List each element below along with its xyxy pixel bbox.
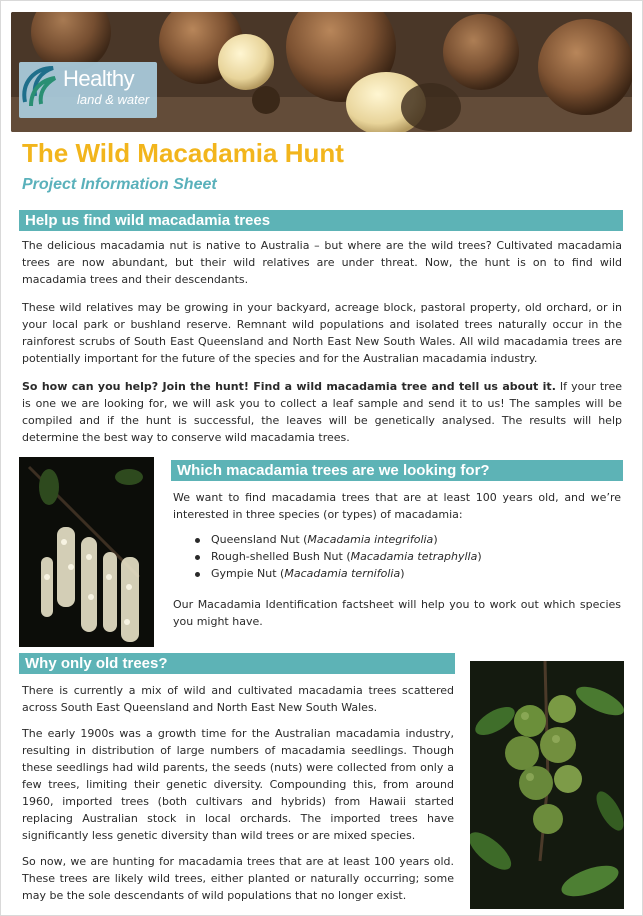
section2-intro: We want to find macadamia trees that are at least 100 years old, and we’re interested in three species (or types) of macadamia: xyxy=(173,491,621,521)
logo-text-healthy: Healthy xyxy=(63,66,135,91)
page-subtitle: Project Information Sheet xyxy=(22,176,217,193)
macadamia-flowers-photo xyxy=(19,457,154,647)
section1-paragraph-3-body: If your tree is one we are looking for, we will ask you to collect a leaf sample and send it to us! The samples will be compiled and if the hunt is successful, the leaves will be genetically analysed. The results will help determine the best way to conserve wild macadamia trees. xyxy=(22,380,622,444)
section3-paragraph-1: There is currently a mix of wild and cultivated macadamia trees scattered across South East Queensland and North East New South Wales. xyxy=(22,684,454,714)
species-item-rough-shelled-bush-nut: Rough-shelled Bush Nut (Macadamia tetraphylla) xyxy=(193,548,482,565)
species-list xyxy=(193,531,482,582)
species-item-queensland-nut: Queensland Nut (Macadamia integrifolia) xyxy=(193,531,482,548)
section1-paragraph-2: These wild relatives may be growing in your backyard, acreage block, pastoral property, old orchard, or in your local park or bushland reserve. Remnant wild populations and isolated trees naturally occur in the rainforest scrubs of South East Queensland and North East New South Wales. All wild macadamia trees are potentially important for the future of the species and for the Australian macadamia industry. xyxy=(22,301,622,365)
section1-paragraph-1: The delicious macadamia nut is native to Australia – but where are the wild trees? Cultivated macadamia trees are now abundant, but their wild relatives are under threat. Now, the hunt is on to find wild macadamia trees and their descendants. xyxy=(22,239,622,286)
header-banner-photo xyxy=(11,12,632,132)
nut-cluster-illustration xyxy=(470,661,624,909)
macadamia-nuts-on-tree-photo xyxy=(470,661,624,909)
swirl-logo-icon xyxy=(19,62,59,110)
section-heading-help-us: Help us find wild macadamia trees xyxy=(19,210,623,231)
species-latin-name: Macadamia ternifolia xyxy=(284,567,401,580)
logo-text-land-water: land & water xyxy=(77,92,150,107)
species-latin-name: Macadamia tetraphylla xyxy=(350,550,478,563)
species-item-gympie-nut: Gympie Nut (Macadamia ternifolia) xyxy=(193,565,482,582)
section2-outro: Our Macadamia Identification factsheet will help you to work out which species you might have. xyxy=(173,598,621,628)
section1-call-to-action: So how can you help? Join the hunt! Find a wild macadamia tree and tell us about it. xyxy=(22,380,556,393)
section3-paragraph-2: The early 1900s was a growth time for the Australian macadamia industry, resulting in distribution of large numbers of macadamia seedlings. Though these seedlings had wild parents, the seeds (nuts) were collected from only a few trees, limiting their genetic diversity. Compounding this, from around 1960, imported trees (both cultivars and hybrids) from Hawaii started replacing Australian stock in local orchards. The imported trees have significantly less genetic diversity than wild trees or are mixed species. xyxy=(22,727,454,842)
section-heading-which-trees: Which macadamia trees are we looking for? xyxy=(171,460,623,481)
page-title: The Wild Macadamia Hunt xyxy=(22,138,344,168)
section3-paragraph-3: So now, we are hunting for macadamia trees that are at least 100 years old. These trees are likely wild trees, either planted or naturally occurring; some may be the sole descendants of wild populations that no longer exist. xyxy=(22,855,454,902)
species-latin-name: Macadamia integrifolia xyxy=(307,533,434,546)
section-heading-why-old-trees: Why only old trees? xyxy=(19,653,455,674)
flower-raceme-illustration xyxy=(19,457,154,647)
healthy-land-water-logo xyxy=(19,62,157,118)
section1-paragraph-3 xyxy=(22,378,622,446)
